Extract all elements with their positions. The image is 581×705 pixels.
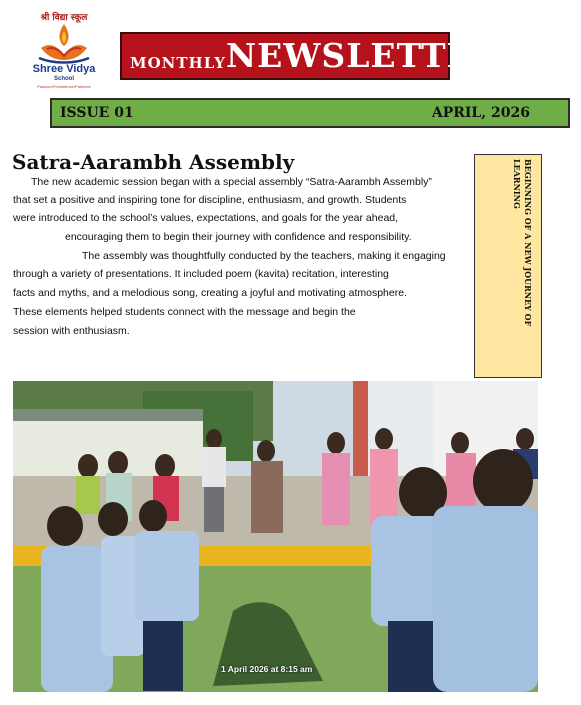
assembly-photo-illustration xyxy=(13,381,538,692)
school-tagline: Passion•Persistence•Patience xyxy=(37,84,91,89)
article-line: The new academic session began with a special assembly “Satra-Aarambh Assembly” xyxy=(31,176,432,188)
lotus-flame-icon xyxy=(35,22,93,64)
article-line: The assembly was thoughtfully conducted by the teachers, making it engaging xyxy=(82,250,446,262)
banner-newsletter: NEWSLETTER xyxy=(226,36,502,75)
school-name: Shree Vidya xyxy=(32,63,96,75)
article-line: that set a positive and inspiring tone for discipline, enthusiasm, and growth. Students xyxy=(13,194,407,206)
issue-bar xyxy=(50,98,570,128)
sidebar-callout-text: BEGINNING OF A NEW JOURNEY OF LEARNING xyxy=(512,159,533,327)
article-line: encouraging them to begin their journey with confidence and responsibility. xyxy=(65,231,412,243)
article-title: Satra-Aarambh Assembly xyxy=(12,150,295,174)
article-line: were introduced to the school’s values, expectations, and goals for the year ahead, xyxy=(13,212,399,224)
article-line: through a variety of presentations. It included poem (kavita) recitation, interesting xyxy=(13,268,389,280)
issue-date: APRIL, 2026 xyxy=(431,105,530,121)
article-line: facts and myths, and a melodious song, creating a joyful and motivating atmosphere. xyxy=(13,287,407,299)
issue-number: ISSUE 01 xyxy=(60,105,134,121)
newsletter-banner xyxy=(120,32,502,80)
school-sub: School xyxy=(53,76,74,82)
school-name-hindi: श्री विद्या स्कूल xyxy=(40,13,88,23)
photo-timestamp: 1 April 2026 at 8:15 am xyxy=(221,664,313,674)
assembly-photo xyxy=(13,381,538,692)
article-line: session with enthusiasm. xyxy=(13,325,130,337)
school-logo xyxy=(20,8,108,92)
article-line: These elements helped students connect with the message and begin the xyxy=(13,306,356,318)
sidebar-callout xyxy=(474,154,542,378)
banner-monthly: MONTHLY xyxy=(130,54,227,72)
